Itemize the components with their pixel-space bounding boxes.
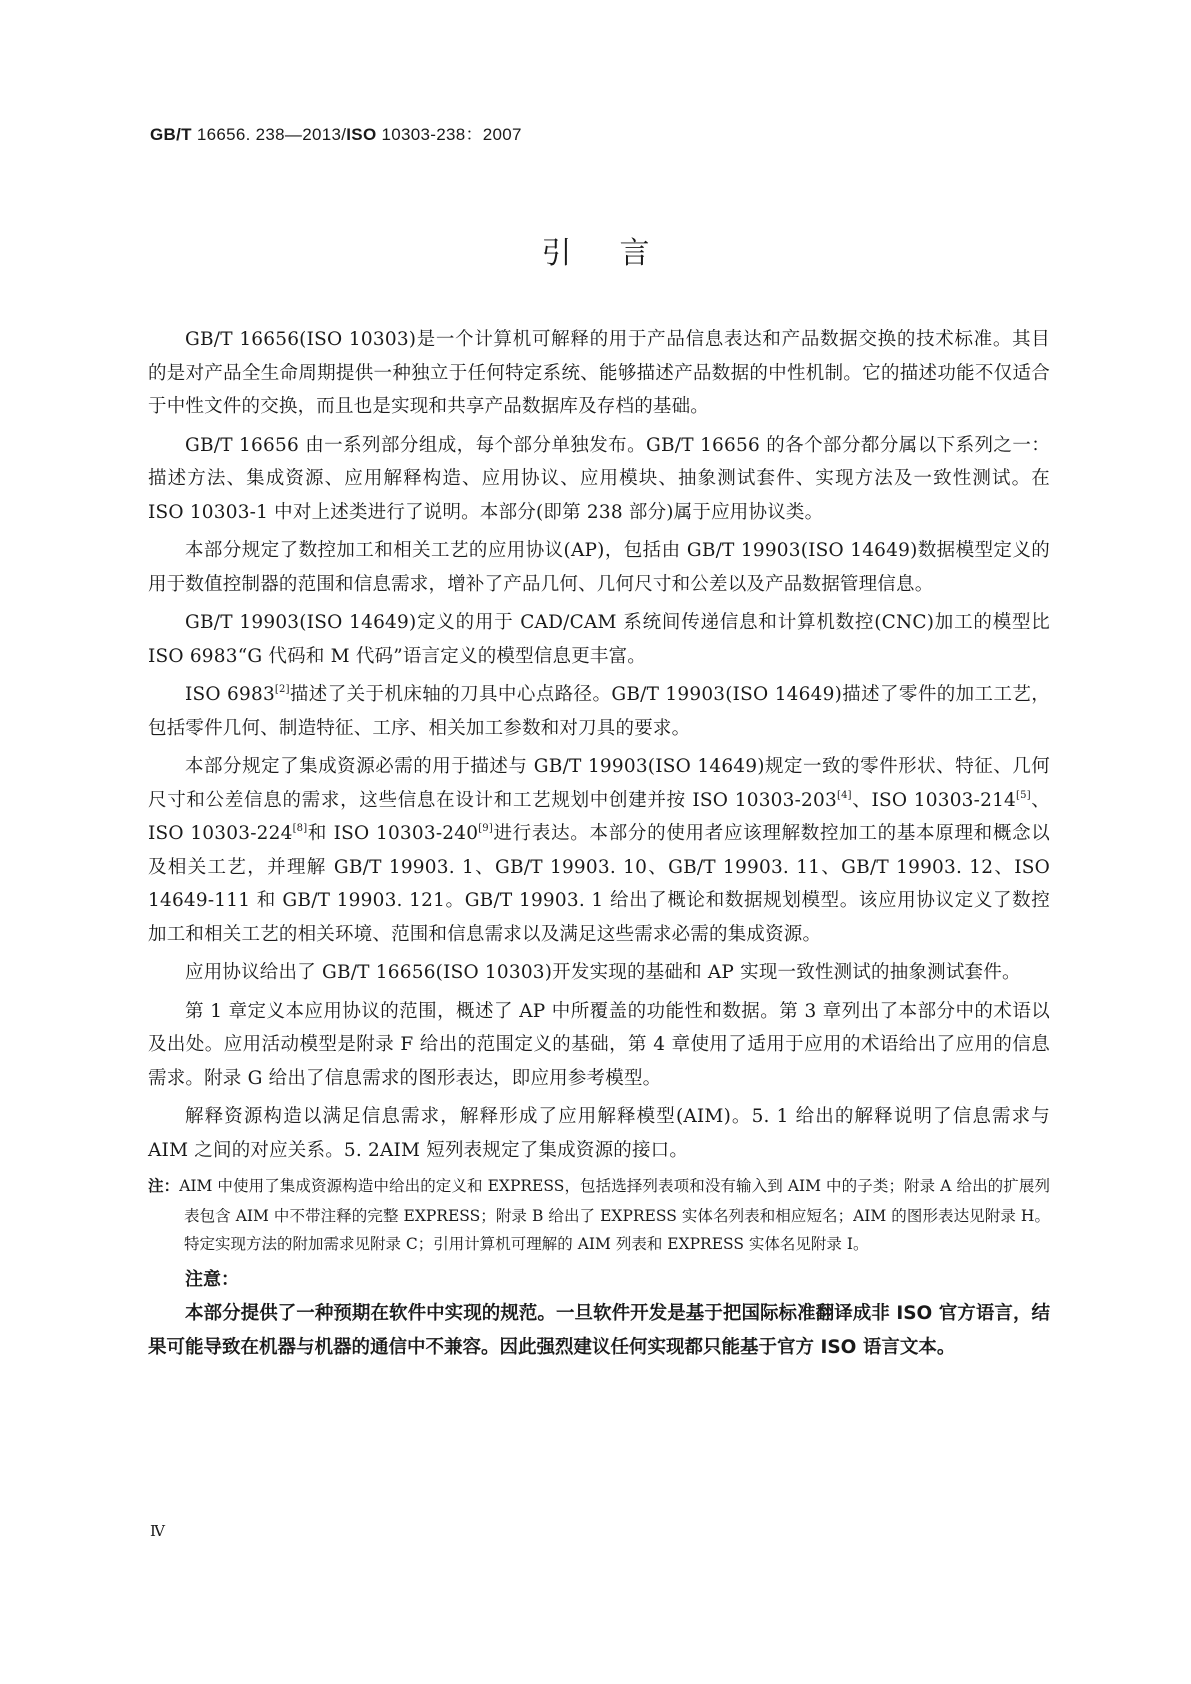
paragraph-3: 本部分规定了数控加工和相关工艺的应用协议(AP)，包括由 GB/T 19903(ISO 14649)数据模型定义的用于数值控制器的范围和信息需求，增补了产品几何、几何尺寸和公差以及产品数据管理信息。 bbox=[148, 540, 1050, 595]
page-number: Ⅳ bbox=[150, 1522, 165, 1540]
paragraph-5 bbox=[148, 678, 1050, 745]
page-title: 引言 bbox=[541, 236, 698, 271]
iso-prefix: ISO bbox=[346, 125, 377, 144]
citation-ref: [5] bbox=[1016, 789, 1031, 801]
paragraph-6-text-e: 进行表达。本部分的使用者应该理解数控加工的基本原理和概念以及相关工艺，并理解 GB/T 19903. 1、GB/T 19903. 10、GB/T 19903. 11、GB/T 19903. 12、ISO 14649-111 和 GB/T 19903. 121。GB/T 19903. 1 给出了概论和数据规划模型。该应用协议定义了数控加工和相关工艺的相关环境、范围和信息需求以及满足这些需求必需的集成资源。 bbox=[148, 823, 1050, 945]
paragraph-6-text-c: 、ISO 10303-224 bbox=[148, 789, 1051, 844]
paragraph-6-text-a: 本部分规定了集成资源必需的用于描述与 GB/T 19903(ISO 14649)规定一致的零件形状、特征、几何尺寸和公差信息的需求，这些信息在设计和工艺规划中创建并按 ISO 10303-203 bbox=[148, 756, 1050, 811]
document-header bbox=[150, 120, 522, 145]
citation-ref: [8] bbox=[292, 823, 308, 834]
citation-ref: [4] bbox=[836, 789, 852, 801]
standard-number: 16656. 238—2013/ bbox=[196, 125, 347, 144]
document-body bbox=[148, 323, 1050, 1365]
paragraph-1: GB/T 16656(ISO 10303)是一个计算机可解释的用于产品信息表达和产品数据交换的技术标准。其目的是对产品全生命周期提供一种独立于任何特定系统、能够描述产品数据的中性机制。它的描述功能不仅适合于中性文件的交换，而且也是实现和共享产品数据库及存档的基础。 bbox=[148, 329, 1050, 417]
note-label: 注： bbox=[148, 1178, 180, 1195]
paragraph-6 bbox=[148, 750, 1050, 951]
paragraph-2: GB/T 16656 由一系列部分组成，每个部分单独发布。GB/T 16656 的各个部分都分属以下系列之一：描述方法、集成资源、应用解释构造、应用协议、应用模块、抽象测试套件、实现方法及一致性测试。在 ISO 10303-1 中对上述类进行了说明。本部分(即第 238 部分)属于应用协议类。 bbox=[148, 434, 1050, 523]
note-text: AIM 中使用了集成资源构造中给出的定义和 EXPRESS，包括选择列表项和没有输入到 AIM 中的子类；附录 A 给出的扩展列表包含 AIM 中不带注释的完整 EXPRESS；附录 B 给出了 EXPRESS 实体名列表和相应短名；AIM 的图形表达见附录 H。特定实现方法的附加需求见附录 C；引用计算机可理解的 AIM 列表和 EXPRESS 实体名见附录 I。 bbox=[179, 1177, 1050, 1253]
notice-label: 注意： bbox=[185, 1268, 239, 1290]
paragraph-5-text-a: ISO 6983 bbox=[185, 684, 275, 705]
paragraph-6-text-d: 和 ISO 10303-240 bbox=[307, 823, 479, 844]
standard-prefix: GB/T bbox=[150, 125, 192, 144]
citation-ref: [2] bbox=[274, 684, 290, 695]
citation-ref: [9] bbox=[478, 823, 493, 834]
note bbox=[148, 1172, 1050, 1259]
notice-text: 本部分提供了一种预期在软件中实现的规范。一旦软件开发是基于把国际标准翻译成非 ISO 官方语言，结果可能导致在机器与机器的通信中不兼容。因此强烈建议任何实现都只能基于官方 ISO 语言文本。 bbox=[148, 1302, 1050, 1358]
paragraph-6-text-b: 、ISO 10303-214 bbox=[851, 789, 1017, 811]
iso-number: 10303-238：2007 bbox=[381, 125, 522, 144]
paragraph-4: GB/T 19903(ISO 14649)定义的用于 CAD/CAM 系统间传递信息和计算机数控(CNC)加工的模型比 ISO 6983“G 代码和 M 代码”语言定义的模型信息更丰富。 bbox=[148, 612, 1050, 667]
paragraph-5-text-b: 描述了关于机床轴的刀具中心点路径。GB/T 19903(ISO 14649)描述了零件的加工工艺，包括零件几何、制造特征、工序、相关加工参数和对刀具的要求。 bbox=[148, 684, 1050, 739]
paragraph-9: 解释资源构造以满足信息需求，解释形成了应用解释模型(AIM)。5. 1 给出的解释说明了信息需求与 AIM 之间的对应关系。5. 2AIM 短列表规定了集成资源的接口。 bbox=[148, 1106, 1050, 1161]
paragraph-7: 应用协议给出了 GB/T 16656(ISO 10303)开发实现的基础和 AP 实现一致性测试的抽象测试套件。 bbox=[185, 962, 1021, 983]
paragraph-8: 第 1 章定义本应用协议的范围，概述了 AP 中所覆盖的功能性和数据。第 3 章列出了本部分中的术语以及出处。应用活动模型是附录 F 给出的范围定义的基础，第 4 章使用了适用于应用的术语给出了应用的信息需求。附录 G 给出了信息需求的图形表达，即应用参考模型。 bbox=[148, 1000, 1050, 1089]
